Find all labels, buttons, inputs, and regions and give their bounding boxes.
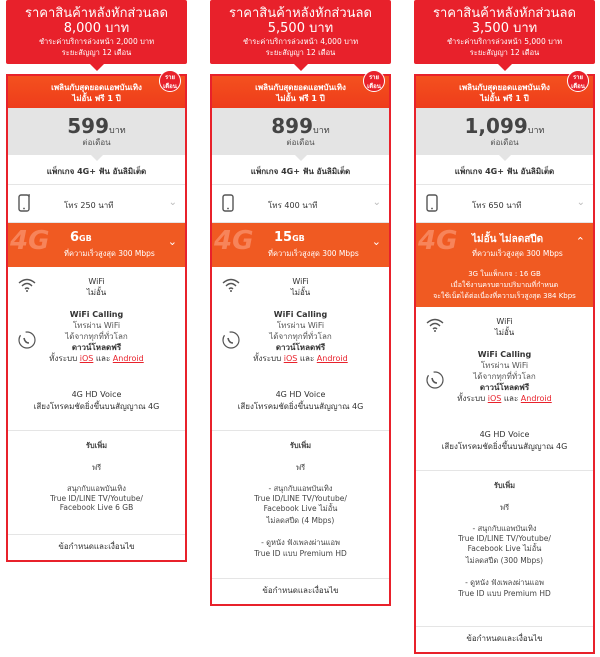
android-link[interactable]: Android: [316, 354, 348, 363]
data-speed: ที่ความเร็วสูงสุด 300 Mbps: [64, 249, 155, 258]
wifi-calling-icon: [426, 371, 444, 389]
extras-item: - สนุกกับแอพบันเทิง: [472, 524, 537, 533]
promo-price: 5,500 บาท: [267, 21, 334, 36]
extras-item: - ดูหนัง ฟังเพลงผ่านแอพ: [465, 578, 544, 587]
badge-line2: เดือน: [163, 83, 177, 90]
banner-line1: เพลินกับสุดยอดแอพบันเทิง: [459, 83, 550, 92]
promo-contract: ระยะสัญญา 12 เดือน: [61, 48, 132, 57]
calling-title: WiFi Calling: [69, 310, 124, 319]
promo-header: [414, 0, 595, 64]
data-amount: [70, 230, 92, 245]
hd-voice-feature: [416, 425, 593, 471]
extras-item: True ID/LINE TV/Youtube/: [50, 494, 143, 503]
voice-title: 4G HD Voice: [71, 390, 122, 399]
extras-section: [212, 431, 389, 560]
call-minutes: โทร 400 นาที: [268, 201, 318, 210]
package-name: แพ็กเกจ 4G+ ฟัน อันลิมิเต็ด: [416, 155, 593, 185]
price-value: 899: [271, 114, 314, 138]
monthly-price: [416, 108, 593, 155]
wifi-icon: [222, 278, 240, 292]
expand-line2: เมื่อใช้งานครบตามปริมาณที่กำหนด: [450, 281, 559, 289]
extras-item: Facebook Live ไม่อั้น: [263, 504, 338, 513]
expand-line1: 3G ในแพ็กเกจ : 16 GB: [468, 270, 541, 278]
calling-line2: ได้จากทุกที่ทั่วโลก: [269, 332, 332, 341]
phone-icon: [222, 194, 234, 212]
promo-fee: ชำระค่าบริการล่วงหน้า 5,000 บาท: [446, 37, 563, 46]
price-period: ต่อเดือน: [490, 138, 519, 147]
wifi-calling-icon: [18, 331, 36, 349]
extras-free: ฟรี: [295, 463, 306, 472]
wifi-value: ไม่อั้น: [494, 328, 515, 337]
promo-header: [210, 0, 391, 64]
promo-heading: ราคาสินค้าหลังหักส่วนลด: [25, 6, 168, 21]
data-quota-row[interactable]: [416, 223, 593, 267]
plan-card-899: [210, 0, 391, 595]
extras-item: สนุกกับแอพบันเทิง: [67, 484, 126, 493]
price-period: ต่อเดือน: [286, 138, 315, 147]
entertainment-banner: [212, 76, 389, 108]
extras-item: ไม่ลดสปีด (300 Mbps): [465, 556, 544, 565]
monthly-badge: [159, 70, 181, 92]
data-speed: ที่ความเร็วสูงสุด 300 Mbps: [268, 249, 359, 258]
call-minutes-row[interactable]: [416, 185, 593, 223]
extras-head: รับเพิ่ม: [85, 441, 108, 450]
terms-link[interactable]: ข้อกำหนดและเงื่อนไข: [416, 626, 593, 652]
promo-header: [6, 0, 187, 64]
promo-contract: ระยะสัญญา 12 เดือน: [469, 48, 540, 57]
promo-price: 3,500 บาท: [471, 21, 538, 36]
package-name: แพ็กเกจ 4G+ ฟัน อันลิมิเต็ด: [8, 155, 185, 185]
call-minutes-row[interactable]: [212, 185, 389, 223]
extras-item: True ID แบบ Premium HD: [458, 589, 551, 598]
plan-details: [6, 74, 187, 562]
hd-voice-feature: [8, 385, 185, 431]
wifi-icon: [18, 278, 36, 292]
monthly-badge: [363, 70, 385, 92]
wifi-title: WiFi: [88, 277, 105, 286]
calling-line1: โทรผ่าน WiFi: [480, 361, 529, 370]
calling-title: WiFi Calling: [477, 350, 532, 359]
wifi-value: ไม่อั้น: [86, 288, 107, 297]
phone-icon: [426, 194, 438, 212]
price-value: 599: [67, 114, 110, 138]
voice-desc: เสียงโทรคมชัดยิ่งขึ้นบนสัญญาณ 4G: [237, 402, 364, 411]
ios-link[interactable]: iOS: [283, 354, 298, 363]
extras-item: True ID/LINE TV/Youtube/: [458, 534, 551, 543]
chevron-down-icon[interactable]: ⌄: [168, 197, 177, 208]
download-free: ดาวน์โหลดฟรี: [71, 343, 122, 352]
badge-line1: ราย: [572, 74, 584, 81]
monthly-price: [8, 108, 185, 155]
chevron-down-icon[interactable]: ⌄: [371, 235, 381, 248]
calling-line2: ได้จากทุกที่ทั่วโลก: [473, 372, 536, 381]
plan-details: [414, 74, 595, 654]
and-text: และ: [503, 394, 519, 403]
extras-free: ฟรี: [91, 463, 102, 472]
badge-line1: ราย: [368, 74, 380, 81]
data-amount: [274, 230, 305, 245]
price-value: 1,099: [464, 114, 528, 138]
and-text: และ: [95, 354, 111, 363]
extras-item: - ดูหนัง ฟังเพลงผ่านแอพ: [261, 538, 340, 547]
badge-line2: เดือน: [571, 83, 585, 90]
promo-fee: ชำระค่าบริการล่วงหน้า 4,000 บาท: [242, 37, 359, 46]
banner-line1: เพลินกับสุดยอดแอพบันเทิง: [255, 83, 346, 92]
calling-line2: ได้จากทุกที่ทั่วโลก: [65, 332, 128, 341]
terms-link[interactable]: ข้อกำหนดและเงื่อนไข: [212, 578, 389, 604]
data-detail-expanded: [416, 267, 593, 307]
data-quota-row[interactable]: [212, 223, 389, 267]
wifi-calling-feature: [212, 305, 389, 385]
4g-tag: 4G: [10, 226, 50, 256]
phone-icon: [18, 194, 30, 212]
wifi-calling-feature: [8, 305, 185, 385]
plan-card-599: [6, 0, 187, 551]
chevron-up-icon[interactable]: ⌃: [575, 235, 585, 248]
wifi-value: ไม่อั้น: [290, 288, 311, 297]
download-free: ดาวน์โหลดฟรี: [479, 383, 530, 392]
promo-fee: ชำระค่าบริการล่วงหน้า 2,000 บาท: [38, 37, 155, 46]
ios-link[interactable]: iOS: [487, 394, 502, 403]
data-speed: ที่ความเร็วสูงสุด 300 Mbps: [472, 249, 563, 258]
wifi-calling-feature: [416, 345, 593, 425]
promo-price: 8,000 บาท: [63, 21, 130, 36]
download-systems: [212, 353, 389, 364]
download-free: ดาวน์โหลดฟรี: [275, 343, 326, 352]
promo-heading: ราคาสินค้าหลังหักส่วนลด: [229, 6, 372, 21]
voice-title: 4G HD Voice: [275, 390, 326, 399]
data-amount-unit: GB: [79, 234, 92, 243]
data-amount-unit: GB: [292, 234, 305, 243]
extras-head: รับเพิ่ม: [289, 441, 312, 450]
terms-link[interactable]: ข้อกำหนดและเงื่อนไข: [8, 534, 185, 560]
price-unit: บาท: [527, 126, 545, 136]
extras-item: Facebook Live 6 GB: [59, 503, 134, 512]
banner-line1: เพลินกับสุดยอดแอพบันเทิง: [51, 83, 142, 92]
entertainment-banner: [8, 76, 185, 108]
plan-details: [210, 74, 391, 606]
calling-line1: โทรผ่าน WiFi: [276, 321, 325, 330]
download-systems: [8, 353, 185, 364]
promo-contract: ระยะสัญญา 12 เดือน: [265, 48, 336, 57]
systems-prefix: ทั้งระบบ: [457, 394, 486, 403]
extras-item: Facebook Live ไม่อั้น: [467, 544, 542, 553]
wifi-icon: [426, 318, 444, 332]
extras-item: True ID/LINE TV/Youtube/: [254, 494, 347, 503]
voice-desc: เสียงโทรคมชัดยิ่งขึ้นบนสัญญาณ 4G: [33, 402, 160, 411]
calling-title: WiFi Calling: [273, 310, 328, 319]
data-amount-value: ไม่อั้น ไม่ลดสปีด: [472, 234, 544, 245]
expand-line3: จะใช้เน็ตได้ต่อเนื่องที่ความเร็วสูงสุด 384 Kbps: [433, 292, 576, 300]
data-amount-value: 15: [274, 230, 293, 245]
plan-card-1099: [414, 0, 595, 643]
banner-line2: ไม่อั้น ฟรี 1 ปี: [480, 94, 529, 103]
call-minutes: โทร 650 นาที: [472, 201, 522, 210]
call-minutes-row[interactable]: [8, 185, 185, 223]
entertainment-banner: [416, 76, 593, 108]
extras-item: - สนุกกับแอพบันเทิง: [268, 484, 333, 493]
chevron-down-icon[interactable]: ⌄: [372, 197, 381, 208]
systems-prefix: ทั้งระบบ: [49, 354, 78, 363]
extras-head: รับเพิ่ม: [493, 481, 516, 490]
hd-voice-feature: [212, 385, 389, 431]
voice-desc: เสียงโทรคมชัดยิ่งขึ้นบนสัญญาณ 4G: [441, 442, 568, 451]
extras-section: [416, 471, 593, 600]
and-text: และ: [299, 354, 315, 363]
wifi-title: WiFi: [496, 317, 513, 326]
android-link[interactable]: Android: [112, 354, 144, 363]
banner-line2: ไม่อั้น ฟรี 1 ปี: [72, 94, 121, 103]
package-name: แพ็กเกจ 4G+ ฟัน อันลิมิเต็ด: [212, 155, 389, 185]
data-amount: [472, 232, 543, 247]
data-amount-value: 6: [70, 230, 80, 245]
data-quota-row[interactable]: [8, 223, 185, 267]
wifi-title: WiFi: [292, 277, 309, 286]
download-systems: [416, 393, 593, 404]
price-unit: บาท: [109, 126, 126, 136]
chevron-down-icon[interactable]: ⌄: [576, 197, 585, 208]
wifi-feature: [212, 267, 389, 305]
price-period: ต่อเดือน: [82, 138, 111, 147]
monthly-badge: [567, 70, 589, 92]
wifi-feature: [416, 307, 593, 345]
extras-item: ไม่ลดสปีด (4 Mbps): [266, 516, 335, 525]
badge-line1: ราย: [164, 74, 176, 81]
banner-line2: ไม่อั้น ฟรี 1 ปี: [276, 94, 325, 103]
wifi-calling-icon: [222, 331, 240, 349]
voice-title: 4G HD Voice: [479, 430, 530, 439]
4g-tag: 4G: [214, 226, 254, 256]
badge-line2: เดือน: [367, 83, 381, 90]
extras-section: [8, 431, 185, 512]
systems-prefix: ทั้งระบบ: [253, 354, 282, 363]
android-link[interactable]: Android: [520, 394, 552, 403]
extras-item: True ID แบบ Premium HD: [254, 549, 347, 558]
chevron-down-icon[interactable]: ⌄: [167, 235, 177, 248]
wifi-feature: [8, 267, 185, 305]
call-minutes: โทร 250 นาที: [64, 201, 114, 210]
promo-heading: ราคาสินค้าหลังหักส่วนลด: [433, 6, 576, 21]
4g-tag: 4G: [418, 226, 458, 256]
price-unit: บาท: [313, 126, 330, 136]
monthly-price: [212, 108, 389, 155]
ios-link[interactable]: iOS: [79, 354, 94, 363]
calling-line1: โทรผ่าน WiFi: [72, 321, 121, 330]
extras-free: ฟรี: [499, 503, 510, 512]
